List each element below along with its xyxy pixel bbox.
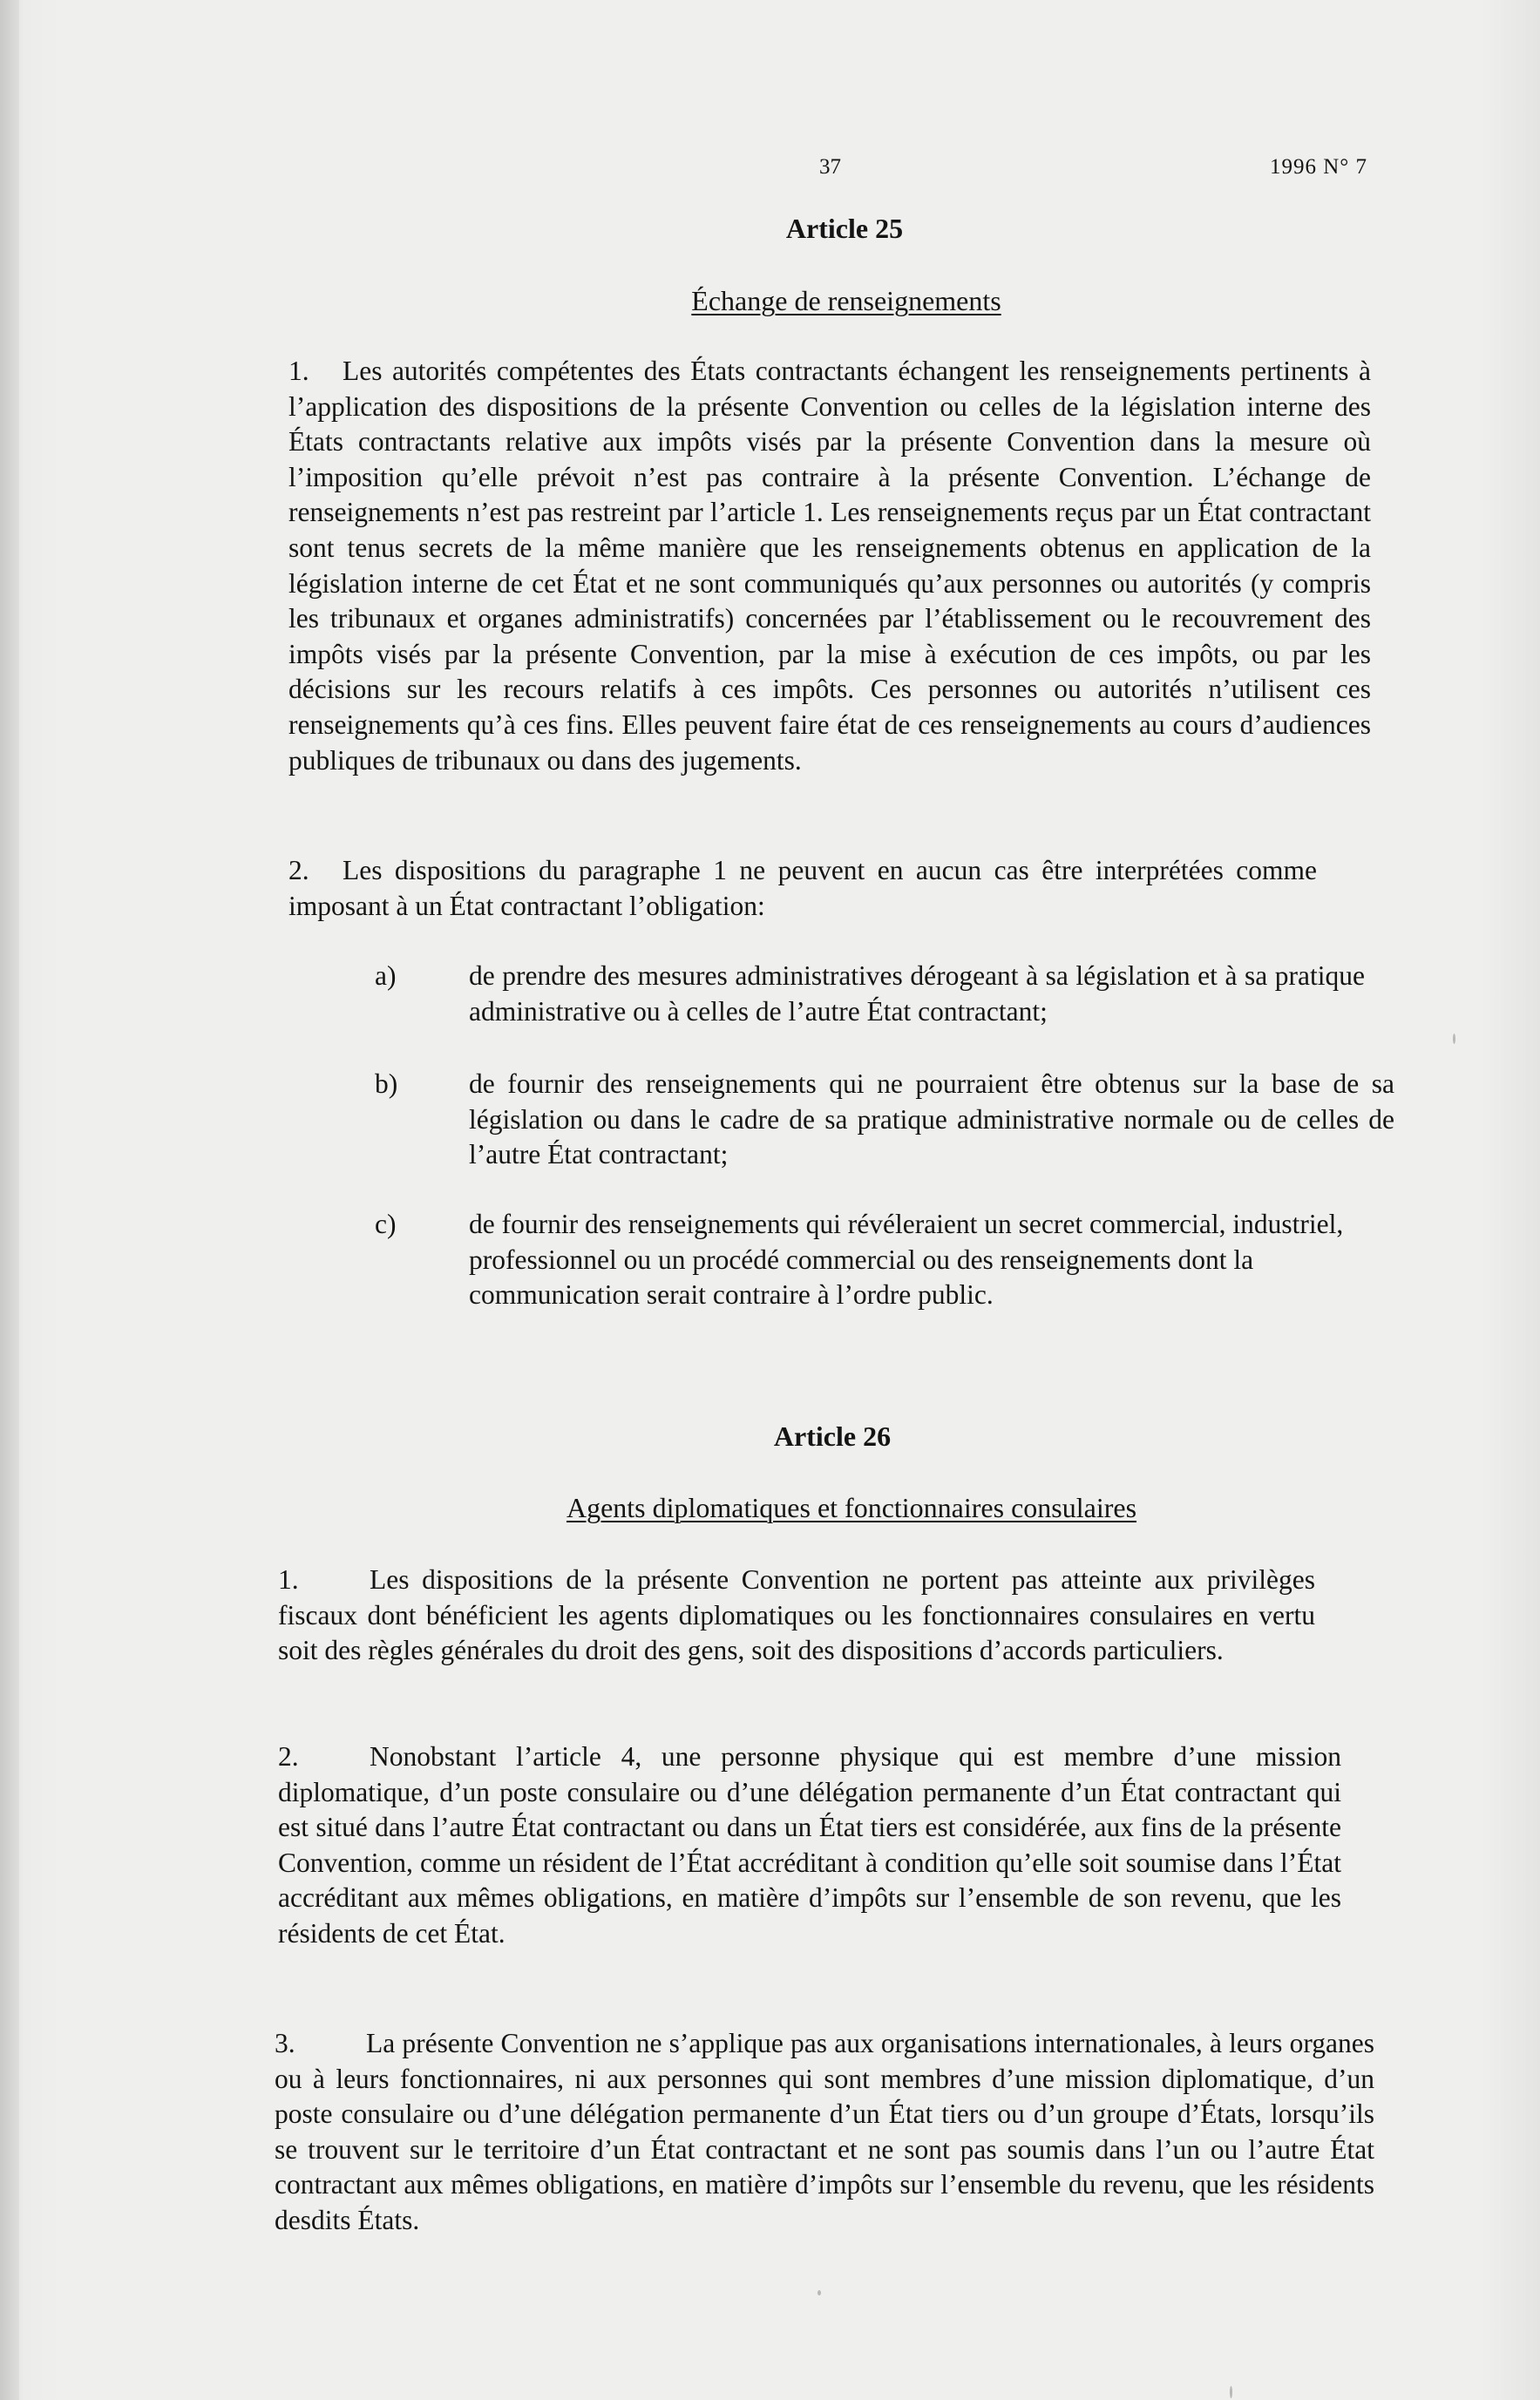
- article-26-paragraph-1: [278, 1563, 1315, 1669]
- paragraph-number: 2.: [278, 1741, 299, 1772]
- list-item-label: c): [375, 1209, 397, 1239]
- paragraph-number: 1.: [278, 1564, 299, 1595]
- paper-speck: [1230, 2386, 1232, 2398]
- issue-number: 1996 N° 7: [1270, 155, 1368, 179]
- paragraph-number: 3.: [275, 2028, 295, 2058]
- page-binding-edge: [0, 0, 19, 2400]
- list-item-label: a): [375, 960, 397, 991]
- paragraph-number: 2.: [288, 855, 309, 885]
- paragraph-text: Nonobstant l’article 4, une personne physique qui est membre d’une mission diplomatique, d’un poste consulaire ou d’une délégation permanente d’un État contractant qui est situé dans l’autre État contractant ou dans un État tiers est considérée, aux fins de la présente Convention, comme un résident de l’État accréditant à condition qu’elle soit soumise dans l’État accréditant aux mêmes obligations, en matière d’impôts sur l’ensemble de son revenu, que les résidents de cet État.: [278, 1741, 1341, 1949]
- paper-speck: [817, 2290, 821, 2295]
- paper-speck: [1453, 1034, 1455, 1044]
- paragraph-text: Les dispositions du paragraphe 1 ne peuvent en aucun cas être interprétées comme imposant à un État contractant l’obligation:: [288, 855, 1317, 921]
- article-26-paragraph-2: [278, 1739, 1341, 1952]
- list-item-text: de prendre des mesures administratives dérogeant à sa législation et à sa pratique administrative ou à celles de l’autre État contractant;: [469, 960, 1365, 1027]
- article-25-paragraph-1: [288, 354, 1371, 778]
- article-25-title: Article 25: [785, 213, 904, 244]
- list-item-text: de fournir des renseignements qui ne pourraient être obtenus sur la base de sa législation ou dans le cadre de sa pratique administrative normale ou de celles de l’autre État contractant;: [469, 1068, 1394, 1169]
- page-number: 37: [819, 155, 841, 179]
- article-26-subtitle: Agents diplomatiques et fonctionnaires consulaires: [566, 1492, 1137, 1523]
- list-item-text: de fournir des renseignements qui révéleraient un secret commercial, industriel, professionnel ou un procédé commercial ou des renseignements dont la communication serait contraire à l’ordre public.: [469, 1209, 1344, 1310]
- paragraph-text: La présente Convention ne s’applique pas aux organisations internationales, à leurs organes ou à leurs fonctionnaires, ni aux personnes qui sont membres d’une mission diplomatique, d’un poste consulaire ou d’une délégation permanente d’un État tiers ou d’un groupe d’États, lorsqu’ils se trouvent sur le territoire d’un État contractant et ne sont pas soumis dans l’un ou l’autre État contractant aux mêmes obligations, en matière d’impôts sur l’ensemble du revenu, que les résidents desdits États.: [275, 2028, 1374, 2235]
- article-26-paragraph-3: [275, 2026, 1374, 2239]
- paragraph-number: 1.: [288, 356, 309, 386]
- article-25-subtitle: Échange de renseignements: [691, 285, 1001, 316]
- list-item-label: b): [375, 1068, 398, 1099]
- paragraph-text: Les autorités compétentes des États contractants échangent les renseignements pertinents à l’application des dispositions de la présente Convention ou celles de la législation interne des États contractants relative aux impôts visés par la présente Convention dans la mesure où l’imposition qu’elle prévoit n’est pas contraire à la présente Convention. L’échange de renseignements n’est pas restreint par l’article 1. Les renseignements reçus par un État contractant sont tenus secrets de la même manière que les renseignements obtenus en application de la législation interne de cet État et ne sont communiqués qu’aux personnes ou autorités (y compris les tribunaux et organes administratifs) concernées par l’établissement ou le recouvrement des impôts visés par la présente Convention, par la mise à exécution de ces impôts, ou par les décisions sur les recours relatifs à ces impôts. Ces personnes ou autorités n’utilisent ces renseignements qu’à ces fins. Elles peuvent faire état de ces renseignements au cours d’audiences publiques de tribunaux ou dans des jugements.: [288, 356, 1371, 776]
- paragraph-text: Les dispositions de la présente Convention ne portent pas atteinte aux privilèges fiscaux dont bénéficient les agents diplomatiques ou les fonctionnaires consulaires en vertu soit des règles générales du droit des gens, soit des dispositions d’accords particuliers.: [278, 1564, 1315, 1666]
- article-25-paragraph-2: [288, 853, 1317, 924]
- article-26-title: Article 26: [773, 1420, 892, 1452]
